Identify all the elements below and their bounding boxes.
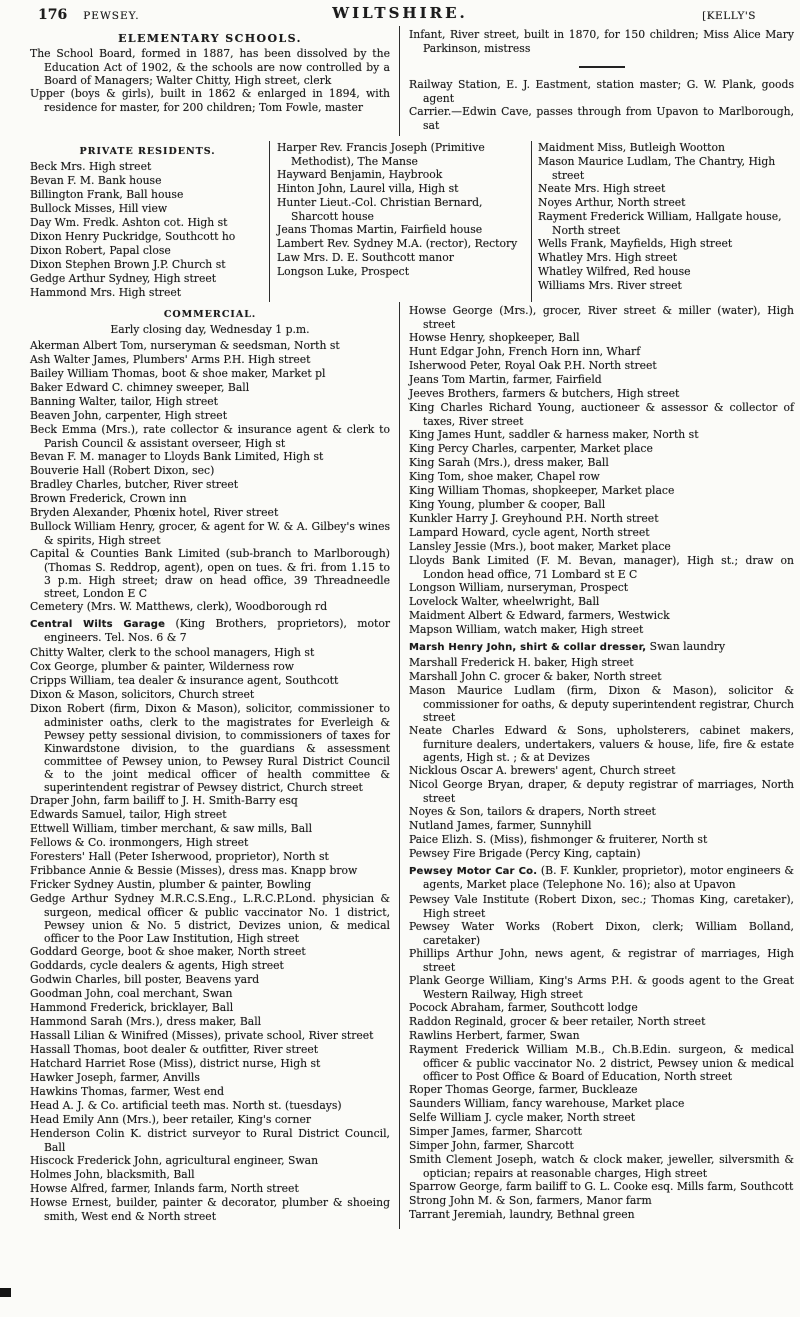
commercial-entry: King Tom, shoe maker, Chapel row xyxy=(409,470,600,483)
commercial-entry: Maidment Albert & Edward, farmers, Westwick xyxy=(409,609,670,622)
commercial-section xyxy=(0,302,800,1229)
resident-entry: Longson Luke, Prospect xyxy=(277,265,410,278)
commercial-entry: Fribbance Annie & Bessie (Misses), dress mas. Knapp brow xyxy=(30,864,358,877)
commercial-entry: Strong John M. & Son, farmers, Manor farm xyxy=(409,1194,652,1207)
commercial-entry: Nicol George Bryan, draper, & deputy registrar of marriages, North street xyxy=(409,778,794,805)
commercial-entry: Pocock Abraham, farmer, Southcott lodge xyxy=(409,1001,638,1014)
county-title: WILTSHIRE. xyxy=(332,4,468,22)
directory-entry: Carrier.—Edwin Cave, passes through from Upavon to Marlborough, sat xyxy=(409,105,794,132)
commercial-entry: Marsh Henry John, shirt & collar dresser, Swan laundry xyxy=(409,640,726,653)
commercial-entry: Plank George William, King's Arms P.H. & goods agent to the Great Western Railway, High street xyxy=(409,974,794,1001)
resident-entry: Bullock Misses, Hill view xyxy=(30,202,168,215)
commercial-entry: Lovelock Walter, wheelwright, Ball xyxy=(409,595,600,608)
commercial-entry: Mason Maurice Ludlam (firm, Dixon & Mason), solicitor & commissioner for oaths, & deputy superintendent registrar, Church street xyxy=(409,684,794,724)
commercial-entry: Draper John, farm bailiff to J. H. Smith-Barry esq xyxy=(30,794,298,807)
commercial-entry: King William Thomas, shopkeeper, Market place xyxy=(409,484,675,497)
commercial-entry: Lloyds Bank Limited (F. M. Bevan, manager), High st.; draw on London head office, 71 Lombard st E C xyxy=(409,554,794,581)
commercial-entry: King Sarah (Mrs.), dress maker, Ball xyxy=(409,456,609,469)
commercial-entry: Hammond Frederick, bricklayer, Ball xyxy=(30,1001,234,1014)
schools-section xyxy=(0,26,800,136)
resident-entry: Williams Mrs. River street xyxy=(538,279,682,292)
resident-entry: Jeans Thomas Martin, Fairfield house xyxy=(277,223,483,236)
commercial-entry: Saunders William, fancy warehouse, Market place xyxy=(409,1097,685,1110)
directory-entry: Upper (boys & girls), built in 1862 & enlarged in 1894, with residence for master, for 200 children; Tom Fowle, master xyxy=(30,87,390,114)
commercial-entry: Marshall Frederick H. baker, High street xyxy=(409,656,634,669)
transport-entry-list xyxy=(409,78,794,132)
running-title: [KELLY'S xyxy=(702,10,756,22)
commercial-entry: Hunt Edgar John, French Horn inn, Wharf xyxy=(409,345,641,358)
resident-entry: Harper Rev. Francis Joseph (Primitive Methodist), The Manse xyxy=(277,141,485,168)
commercial-entry: Nicklous Oscar A. brewers' agent, Church street xyxy=(409,764,676,777)
commercial-entry: Capital & Counties Bank Limited (sub-branch to Marlborough) (Thomas S. Reddrop, agent), open on tues. & fri. from 1.15 to 3 p.m. High street; draw on head office, 39 Threadneedle street, London E C xyxy=(30,547,390,600)
commercial-entry: Gedge Arthur Sydney M.R.C.S.Eng., L.R.C.P.Lond. physician & surgeon, medical officer & public vaccinator No. 1 district, Pewsey union & No. 5 district, Devizes union, & medical officer to the Poor Law Institution, High street xyxy=(30,892,390,945)
commercial-entry: Selfe William J. cycle maker, North street xyxy=(409,1111,636,1124)
commercial-entry: Roper Thomas George, farmer, Buckleaze xyxy=(409,1083,638,1096)
commercial-entry: Ettwell William, timber merchant, & saw mills, Ball xyxy=(30,822,313,835)
resident-entry: Billington Frank, Ball house xyxy=(30,188,184,201)
resident-entry: Dixon Henry Puckridge, Southcott ho xyxy=(30,230,236,243)
commercial-entry: Hammond Sarah (Mrs.), dress maker, Ball xyxy=(30,1015,262,1028)
commercial-entry: Brown Frederick, Crown inn xyxy=(30,492,187,505)
page-header xyxy=(0,0,800,26)
commercial-entry: Lampard Howard, cycle agent, North street xyxy=(409,526,650,539)
directory-entry: The School Board, formed in 1887, has been dissolved by the Education Act of 1902, & the schools are now controlled by a Board of Managers; Walter Chitty, High street, clerk xyxy=(30,47,390,87)
commercial-entry: King Charles Richard Young, auctioneer & assessor & collector of taxes, River street xyxy=(409,401,794,428)
commercial-entry: Godwin Charles, bill poster, Beavens yard xyxy=(30,973,260,986)
commercial-entry: Rayment Frederick William M.B., Ch.B.Edin. surgeon, & medical officer & public vaccinator No. 2 district, Pewsey union & medical officer to Post Office & Board of Education, North street xyxy=(409,1043,794,1083)
commercial-entry: Goddard George, boot & shoe maker, North street xyxy=(30,945,306,958)
resident-entry: Rayment Frederick William, Hallgate house, North street xyxy=(538,210,782,237)
resident-entry: Hunter Lieut.-Col. Christian Bernard, Sharcott house xyxy=(277,196,483,223)
commercial-entry: Isherwood Peter, Royal Oak P.H. North street xyxy=(409,359,657,372)
resident-entry: Whatley Wilfred, Red house xyxy=(538,265,691,278)
commercial-entry: Holmes John, blacksmith, Ball xyxy=(30,1168,195,1181)
resident-entry: Neate Mrs. High street xyxy=(538,182,666,195)
commercial-entry: Ash Walter James, Plumbers' Arms P.H. High street xyxy=(30,353,311,366)
resident-entry: Hayward Benjamin, Haybrook xyxy=(277,168,443,181)
commercial-entry: Howse George (Mrs.), grocer, River street & miller (water), High street xyxy=(409,304,794,331)
resident-entry: Beck Mrs. High street xyxy=(30,160,152,173)
commercial-entry: Howse Alfred, farmer, Inlands farm, North street xyxy=(30,1182,299,1195)
commercial-entry: Henderson Colin K. district surveyor to Rural District Council, Ball xyxy=(30,1127,390,1154)
commercial-entry: King James Hunt, saddler & harness maker, North st xyxy=(409,428,699,441)
commercial-entry: Howse Ernest, builder, painter & decorator, plumber & shoeing smith, West end & North street xyxy=(30,1196,390,1223)
resident-entry: Mason Maurice Ludlam, The Chantry, High street xyxy=(538,155,776,182)
commercial-entry: Bradley Charles, butcher, River street xyxy=(30,478,239,491)
commercial-right-column xyxy=(400,302,800,1229)
resident-entry: Gedge Arthur Sydney, High street xyxy=(30,272,217,285)
commercial-entry: Longson William, nurseryman, Prospect xyxy=(409,581,629,594)
commercial-entry: Pewsey Vale Institute (Robert Dixon, sec.; Thomas King, caretaker), High street xyxy=(409,893,794,920)
commercial-left-column xyxy=(0,302,400,1229)
commercial-entry: Goodman John, coal merchant, Swan xyxy=(30,987,233,1000)
commercial-entry: Tarrant Jeremiah, laundry, Bethnal green xyxy=(409,1208,635,1221)
commercial-entry: Raddon Reginald, grocer & beer retailer, North street xyxy=(409,1015,706,1028)
commercial-entry: Howse Henry, shopkeeper, Ball xyxy=(409,331,580,344)
commercial-entry: Hiscock Frederick John, agricultural engineer, Swan xyxy=(30,1154,319,1167)
early-closing-note: Early closing day, Wednesday 1 p.m. xyxy=(110,323,310,336)
commercial-entry: Edwards Samuel, tailor, High street xyxy=(30,808,227,821)
resident-entry: Dixon Robert, Papal close xyxy=(30,244,171,257)
commercial-entry: Bryden Alexander, Phœnix hotel, River street xyxy=(30,506,279,519)
commercial-entry: Nutland James, farmer, Sunnyhill xyxy=(409,819,592,832)
private-residents-heading: PRIVATE RESIDENTS. xyxy=(79,146,216,157)
commercial-entry: Noyes & Son, tailors & drapers, North street xyxy=(409,805,656,818)
section-divider-rule xyxy=(579,66,625,68)
transport-column xyxy=(400,26,800,136)
commercial-entry: King Percy Charles, carpenter, Market place xyxy=(409,442,653,455)
commercial-entry: Beaven John, carpenter, High street xyxy=(30,409,228,422)
schools-entry-list xyxy=(30,47,390,114)
resident-list xyxy=(30,160,265,300)
commercial-entry: Pewsey Fire Brigade (Percy King, captain) xyxy=(409,847,641,860)
resident-entry: Whatley Mrs. High street xyxy=(538,251,678,264)
commercial-entry: Paice Elizh. S. (Miss), fishmonger & fruiterer, North st xyxy=(409,833,708,846)
commercial-entry: Jeeves Brothers, farmers & butchers, High street xyxy=(409,387,680,400)
commercial-entry: Lansley Jessie (Mrs.), boot maker, Market place xyxy=(409,540,671,553)
resident-entry: Lambert Rev. Sydney M.A. (rector), Rectory xyxy=(277,237,518,250)
commercial-entry: Cox George, plumber & painter, Wilderness row xyxy=(30,660,294,673)
commercial-entry: Marshall John C. grocer & baker, North street xyxy=(409,670,662,683)
commercial-entry: Head Emily Ann (Mrs.), beer retailer, King's corner xyxy=(30,1113,312,1126)
commercial-entry: Bevan F. M. manager to Lloyds Bank Limited, High st xyxy=(30,450,324,463)
resident-entry: Hinton John, Laurel villa, High st xyxy=(277,182,459,195)
commercial-entry: Banning Walter, tailor, High street xyxy=(30,395,218,408)
commercial-entry: Dixon Robert (firm, Dixon & Mason), solicitor, commissioner to administer oaths, clerk to the magistrates for Everleigh & Pewsey petty sessional division, to commissioners of taxes for Kinwardstone division, to the guardians & assessment committee of Pewsey union, to Pewsey Rural District Council & to the joint medical officer of health committee & superintendent registrar of Pewsey district, Church street xyxy=(30,702,390,794)
resident-entry: Wells Frank, Mayfields, High street xyxy=(538,237,733,250)
commercial-entry: Neate Charles Edward & Sons, upholsterers, cabinet makers, furniture dealers, undertakers, valuers & house, life, fire & estate agents, High st. ; & at Devizes xyxy=(409,724,794,764)
resident-list xyxy=(277,141,527,279)
commercial-entry: Bailey William Thomas, boot & shoe maker, Market pl xyxy=(30,367,326,380)
commercial-entry: Simper James, farmer, Sharcott xyxy=(409,1125,583,1138)
commercial-entry: Rawlins Herbert, farmer, Swan xyxy=(409,1029,580,1042)
commercial-entry: Simper John, farmer, Sharcott xyxy=(409,1139,574,1152)
commercial-entry: Cemetery (Mrs. W. Matthews, clerk), Woodborough rd xyxy=(30,600,328,613)
resident-entry: Hammond Mrs. High street xyxy=(30,286,182,299)
commercial-entry: Akerman Albert Tom, nurseryman & seedsman, North st xyxy=(30,339,340,352)
resident-entry: Day Wm. Fredk. Ashton cot. High st xyxy=(30,216,228,229)
place-name: PEWSEY. xyxy=(83,10,140,22)
resident-entry: Noyes Arthur, North street xyxy=(538,196,686,209)
commercial-entry: Hatchard Harriet Rose (Miss), district nurse, High st xyxy=(30,1057,321,1070)
commercial-entry-list xyxy=(409,304,794,1222)
commercial-entry: Dixon & Mason, solicitors, Church street xyxy=(30,688,255,701)
commercial-entry: Phillips Arthur John, news agent, & registrar of marriages, High street xyxy=(409,947,794,974)
schools-column xyxy=(0,26,400,136)
commercial-entry: Hawker Joseph, farmer, Anvills xyxy=(30,1071,200,1084)
resident-entry: Dixon Stephen Brown J.P. Church st xyxy=(30,258,226,271)
commercial-entry: Pewsey Motor Car Co. (B. F. Kunkler, proprietor), motor engineers & agents, Market place (Telephone No. 16); also at Upavon xyxy=(409,864,794,891)
infant-school-list xyxy=(409,28,794,55)
resident-entry: Law Mrs. D. E. Southcott manor xyxy=(277,251,454,264)
commercial-entry: Chitty Walter, clerk to the school managers, High st xyxy=(30,646,315,659)
commercial-entry: Central Wilts Garage (King Brothers, proprietors), motor engineers. Tel. Nos. 6 & 7 xyxy=(30,617,390,644)
commercial-entry: Head A. J. & Co. artificial teeth mas. North st. (tuesdays) xyxy=(30,1099,342,1112)
schools-heading: ELEMENTARY SCHOOLS. xyxy=(118,32,302,45)
commercial-entry: Hawkins Thomas, farmer, West end xyxy=(30,1085,224,1098)
commercial-entry: Smith Clement Joseph, watch & clock maker, jeweller, silversmith & optician; repairs at reasonable charges, High street xyxy=(409,1153,794,1180)
resident-entry: Maidment Miss, Butleigh Wootton xyxy=(538,141,725,154)
private-residents-column-3 xyxy=(532,141,800,302)
commercial-entry: Bouverie Hall (Robert Dixon, sec) xyxy=(30,464,215,477)
commercial-entry: Cripps William, tea dealer & insurance agent, Southcott xyxy=(30,674,339,687)
commercial-entry: Sparrow George, farm bailiff to G. L. Cooke esq. Mills farm, Southcott xyxy=(409,1180,794,1193)
commercial-entry: Goddards, cycle dealers & agents, High street xyxy=(30,959,284,972)
commercial-entry: Bullock William Henry, grocer, & agent for W. & A. Gilbey's wines & spirits, High street xyxy=(30,520,390,547)
commercial-entry: Hassall Lilian & Winifred (Misses), private school, River street xyxy=(30,1029,374,1042)
commercial-entry: Fellows & Co. ironmongers, High street xyxy=(30,836,249,849)
commercial-entry: Baker Edward C. chimney sweeper, Ball xyxy=(30,381,250,394)
commercial-entry: Hassall Thomas, boot dealer & outfitter, River street xyxy=(30,1043,319,1056)
commercial-entry: Fricker Sydney Austin, plumber & painter, Bowling xyxy=(30,878,312,891)
private-residents-column-2 xyxy=(270,141,532,302)
commercial-entry: Mapson William, watch maker, High street xyxy=(409,623,644,636)
resident-list xyxy=(538,141,796,293)
commercial-entry: Foresters' Hall (Peter Isherwood, proprietor), North st xyxy=(30,850,329,863)
commercial-entry: Beck Emma (Mrs.), rate collector & insurance agent & clerk to Parish Council & assistant overseer, High st xyxy=(30,423,390,450)
commercial-entry: Pewsey Water Works (Robert Dixon, clerk; William Bolland, caretaker) xyxy=(409,920,794,947)
directory-entry: Railway Station, E. J. Eastment, station master; G. W. Plank, goods agent xyxy=(409,78,794,105)
commercial-entry: King Young, plumber & cooper, Ball xyxy=(409,498,606,511)
commercial-entry-list xyxy=(30,339,390,1223)
commercial-heading: COMMERCIAL. xyxy=(163,309,257,320)
commercial-entry: Jeans Tom Martin, farmer, Fairfield xyxy=(409,373,602,386)
page-number: 176 xyxy=(38,7,68,23)
resident-entry: Bevan F. M. Bank house xyxy=(30,174,162,187)
directory-entry: Infant, River street, built in 1870, for 150 children; Miss Alice Mary Parkinson, mistress xyxy=(409,28,794,55)
private-residents-column-1 xyxy=(0,141,270,302)
scan-artifact xyxy=(0,1288,11,1297)
commercial-entry: Kunkler Harry J. Greyhound P.H. North street xyxy=(409,512,659,525)
private-residents-section xyxy=(0,141,800,302)
